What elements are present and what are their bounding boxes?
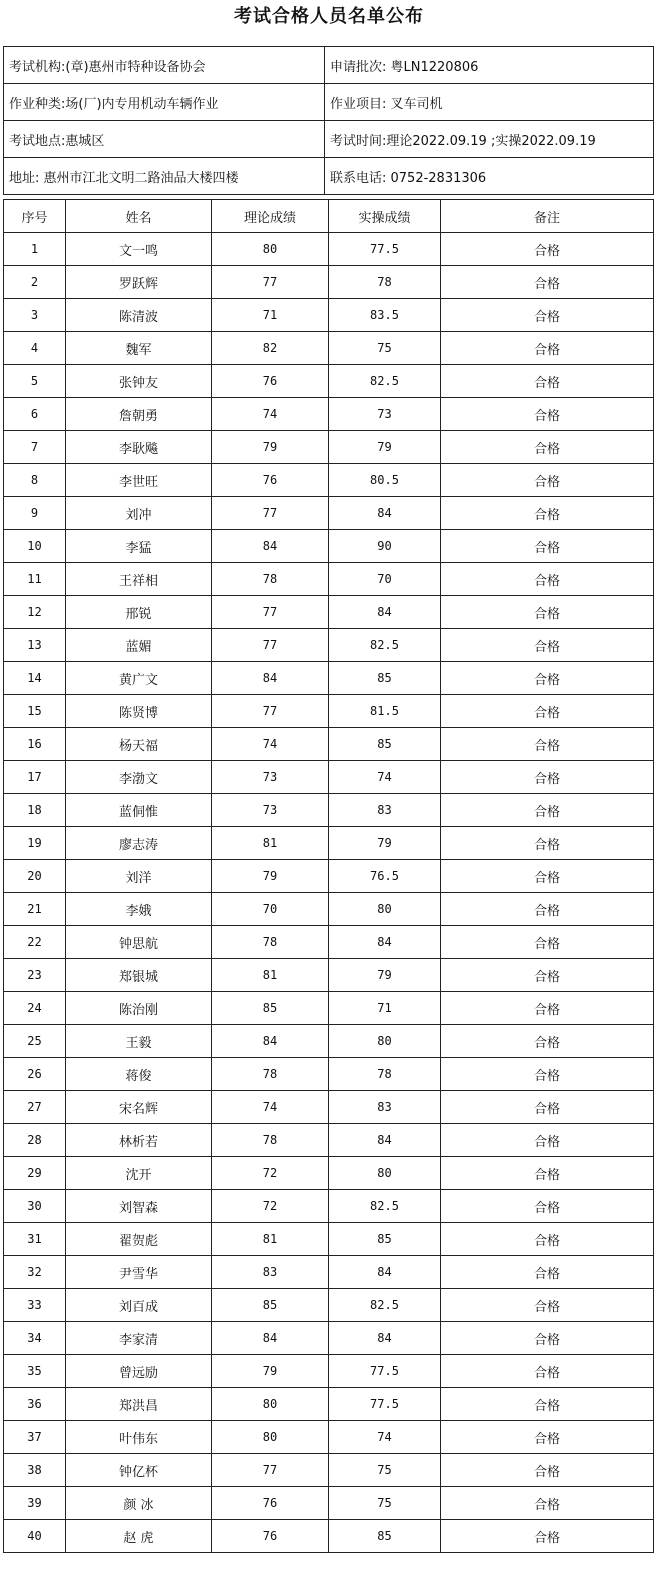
candidate-name: 王祥相 [66,563,212,596]
row-index: 22 [4,926,66,959]
candidate-name: 罗跃辉 [66,266,212,299]
table-row [4,464,654,497]
remark: 合格 [441,464,654,497]
theory-score: 78 [212,1124,329,1157]
row-index: 18 [4,794,66,827]
table-row [4,1157,654,1190]
practical-score: 83 [329,1091,441,1124]
candidate-name: 钟思航 [66,926,212,959]
table-row [4,596,654,629]
row-index: 14 [4,662,66,695]
table-row [4,1421,654,1454]
remark: 合格 [441,398,654,431]
theory-score: 74 [212,398,329,431]
candidate-name: 林析若 [66,1124,212,1157]
practical-score: 77.5 [329,1355,441,1388]
candidate-name: 蓝侗惟 [66,794,212,827]
practical-score: 82.5 [329,365,441,398]
theory-score: 72 [212,1190,329,1223]
remark: 合格 [441,530,654,563]
practical-score: 84 [329,1256,441,1289]
remark: 合格 [441,695,654,728]
table-row [4,959,654,992]
page-title: 考试合格人员名单公布 [234,6,424,27]
table-row [4,332,654,365]
table-row [4,266,654,299]
row-index: 5 [4,365,66,398]
table-row [4,629,654,662]
theory-score: 82 [212,332,329,365]
theory-score: 76 [212,1487,329,1520]
practical-score: 85 [329,1520,441,1553]
candidate-name: 李猛 [66,530,212,563]
col-header-index: 序号 [4,200,66,233]
theory-score: 80 [212,1421,329,1454]
work-item: 作业项目: 叉车司机 [325,84,654,121]
table-row [4,1289,654,1322]
remark: 合格 [441,1355,654,1388]
remark: 合格 [441,233,654,266]
row-index: 40 [4,1520,66,1553]
row-index: 24 [4,992,66,1025]
row-index: 2 [4,266,66,299]
candidate-name: 刘智森 [66,1190,212,1223]
candidate-name: 沈开 [66,1157,212,1190]
remark: 合格 [441,959,654,992]
practical-score: 90 [329,530,441,563]
address: 地址: 惠州市江北文明二路油品大楼四楼 [4,158,325,195]
row-index: 16 [4,728,66,761]
practical-score: 79 [329,959,441,992]
theory-score: 71 [212,299,329,332]
row-index: 32 [4,1256,66,1289]
row-index: 15 [4,695,66,728]
theory-score: 85 [212,992,329,1025]
candidate-name: 李世旺 [66,464,212,497]
theory-score: 84 [212,1322,329,1355]
table-row [4,365,654,398]
theory-score: 77 [212,497,329,530]
remark: 合格 [441,1520,654,1553]
theory-score: 78 [212,1058,329,1091]
row-index: 4 [4,332,66,365]
candidate-name: 颜 冰 [66,1487,212,1520]
remark: 合格 [441,926,654,959]
remark: 合格 [441,1322,654,1355]
col-header-name: 姓名 [66,200,212,233]
remark: 合格 [441,563,654,596]
table-row [4,893,654,926]
candidate-name: 詹朝勇 [66,398,212,431]
practical-score: 79 [329,827,441,860]
candidate-name: 刘洋 [66,860,212,893]
practical-score: 85 [329,662,441,695]
exam-info-table [3,46,654,195]
row-index: 38 [4,1454,66,1487]
row-index: 1 [4,233,66,266]
remark: 合格 [441,1256,654,1289]
candidate-name: 翟贺彪 [66,1223,212,1256]
col-header-remark: 备注 [441,200,654,233]
candidate-name: 蒋俊 [66,1058,212,1091]
theory-score: 81 [212,959,329,992]
table-row [4,1520,654,1553]
table-row [4,1322,654,1355]
practical-score: 75 [329,1454,441,1487]
row-index: 23 [4,959,66,992]
practical-score: 71 [329,992,441,1025]
remark: 合格 [441,893,654,926]
remark: 合格 [441,1454,654,1487]
theory-score: 79 [212,1355,329,1388]
row-index: 7 [4,431,66,464]
row-index: 28 [4,1124,66,1157]
remark: 合格 [441,761,654,794]
theory-score: 79 [212,431,329,464]
practical-score: 83.5 [329,299,441,332]
candidate-name: 叶伟东 [66,1421,212,1454]
table-row [4,1124,654,1157]
row-index: 29 [4,1157,66,1190]
remark: 合格 [441,365,654,398]
practical-score: 75 [329,332,441,365]
table-row [4,992,654,1025]
remark: 合格 [441,1091,654,1124]
work-category: 作业种类:场(厂)内专用机动车辆作业 [4,84,325,121]
row-index: 37 [4,1421,66,1454]
remark: 合格 [441,728,654,761]
remark: 合格 [441,827,654,860]
theory-score: 85 [212,1289,329,1322]
results-table [3,199,654,1553]
row-index: 39 [4,1487,66,1520]
info-row [4,158,654,195]
candidate-name: 杨天福 [66,728,212,761]
row-index: 30 [4,1190,66,1223]
theory-score: 76 [212,365,329,398]
table-row [4,233,654,266]
candidate-name: 刘百成 [66,1289,212,1322]
practical-score: 80 [329,1157,441,1190]
row-index: 25 [4,1025,66,1058]
practical-score: 84 [329,1322,441,1355]
candidate-name: 刘冲 [66,497,212,530]
row-index: 13 [4,629,66,662]
theory-score: 80 [212,1388,329,1421]
remark: 合格 [441,431,654,464]
practical-score: 82.5 [329,1190,441,1223]
row-index: 26 [4,1058,66,1091]
col-header-practical: 实操成绩 [329,200,441,233]
candidate-name: 陈治刚 [66,992,212,1025]
candidate-name: 文一鸣 [66,233,212,266]
table-row [4,728,654,761]
theory-score: 84 [212,1025,329,1058]
candidate-name: 邢锐 [66,596,212,629]
practical-score: 77.5 [329,1388,441,1421]
table-row [4,1058,654,1091]
practical-score: 85 [329,1223,441,1256]
candidate-name: 李耿飚 [66,431,212,464]
practical-score: 84 [329,497,441,530]
practical-score: 84 [329,596,441,629]
table-row [4,1256,654,1289]
row-index: 27 [4,1091,66,1124]
remark: 合格 [441,1487,654,1520]
practical-score: 84 [329,926,441,959]
practical-score: 78 [329,266,441,299]
candidate-name: 郑银城 [66,959,212,992]
practical-score: 79 [329,431,441,464]
practical-score: 85 [329,728,441,761]
theory-score: 74 [212,1091,329,1124]
remark: 合格 [441,1388,654,1421]
remark: 合格 [441,299,654,332]
candidate-name: 黄广文 [66,662,212,695]
theory-score: 76 [212,464,329,497]
candidate-name: 魏军 [66,332,212,365]
table-row [4,860,654,893]
remark: 合格 [441,1421,654,1454]
table-row [4,431,654,464]
table-row [4,1223,654,1256]
candidate-name: 王毅 [66,1025,212,1058]
table-row [4,695,654,728]
theory-score: 72 [212,1157,329,1190]
theory-score: 77 [212,1454,329,1487]
remark: 合格 [441,596,654,629]
remark: 合格 [441,1289,654,1322]
theory-score: 79 [212,860,329,893]
header-row [4,200,654,233]
theory-score: 84 [212,662,329,695]
remark: 合格 [441,794,654,827]
row-index: 36 [4,1388,66,1421]
row-index: 35 [4,1355,66,1388]
remark: 合格 [441,1157,654,1190]
candidate-name: 张钟友 [66,365,212,398]
remark: 合格 [441,266,654,299]
practical-score: 80 [329,893,441,926]
theory-score: 77 [212,596,329,629]
row-index: 12 [4,596,66,629]
theory-score: 76 [212,1520,329,1553]
remark: 合格 [441,1058,654,1091]
practical-score: 78 [329,1058,441,1091]
remark: 合格 [441,1190,654,1223]
candidate-name: 李家清 [66,1322,212,1355]
theory-score: 80 [212,233,329,266]
row-index: 33 [4,1289,66,1322]
row-index: 17 [4,761,66,794]
theory-score: 77 [212,266,329,299]
table-row [4,563,654,596]
candidate-name: 廖志涛 [66,827,212,860]
practical-score: 75 [329,1487,441,1520]
candidate-name: 李渤文 [66,761,212,794]
theory-score: 77 [212,629,329,662]
candidate-name: 宋名辉 [66,1091,212,1124]
table-row [4,1454,654,1487]
theory-score: 74 [212,728,329,761]
table-row [4,1025,654,1058]
candidate-name: 曾远励 [66,1355,212,1388]
practical-score: 80.5 [329,464,441,497]
remark: 合格 [441,1025,654,1058]
practical-score: 77.5 [329,233,441,266]
theory-score: 77 [212,695,329,728]
remark: 合格 [441,629,654,662]
row-index: 11 [4,563,66,596]
practical-score: 74 [329,761,441,794]
exam-org: 考试机构:(章)惠州市特种设备协会 [4,47,325,84]
table-row [4,827,654,860]
theory-score: 70 [212,893,329,926]
exam-location: 考试地点:惠城区 [4,121,325,158]
remark: 合格 [441,497,654,530]
practical-score: 83 [329,794,441,827]
practical-score: 70 [329,563,441,596]
row-index: 10 [4,530,66,563]
practical-score: 82.5 [329,1289,441,1322]
theory-score: 84 [212,530,329,563]
table-row [4,497,654,530]
table-row [4,1388,654,1421]
contact-phone: 联系电话: 0752-2831306 [325,158,654,195]
row-index: 31 [4,1223,66,1256]
row-index: 9 [4,497,66,530]
theory-score: 81 [212,827,329,860]
remark: 合格 [441,1124,654,1157]
col-header-theory: 理论成绩 [212,200,329,233]
candidate-name: 尹雪华 [66,1256,212,1289]
table-row [4,1190,654,1223]
table-row [4,1487,654,1520]
remark: 合格 [441,992,654,1025]
candidate-name: 郑洪昌 [66,1388,212,1421]
exam-time: 考试时间:理论2022.09.19 ;实操2022.09.19 [325,121,654,158]
row-index: 34 [4,1322,66,1355]
practical-score: 80 [329,1025,441,1058]
remark: 合格 [441,1223,654,1256]
candidate-name: 李娥 [66,893,212,926]
row-index: 6 [4,398,66,431]
table-row [4,761,654,794]
remark: 合格 [441,332,654,365]
theory-score: 81 [212,1223,329,1256]
info-row [4,84,654,121]
row-index: 8 [4,464,66,497]
application-batch: 申请批次: 粤LN1220806 [325,47,654,84]
candidate-name: 陈贤博 [66,695,212,728]
candidate-name: 陈清波 [66,299,212,332]
remark: 合格 [441,662,654,695]
candidate-name: 钟亿杯 [66,1454,212,1487]
table-row [4,530,654,563]
candidate-name: 蓝媚 [66,629,212,662]
table-row [4,662,654,695]
row-index: 19 [4,827,66,860]
practical-score: 74 [329,1421,441,1454]
info-row [4,121,654,158]
table-row [4,398,654,431]
practical-score: 76.5 [329,860,441,893]
table-row [4,1091,654,1124]
theory-score: 78 [212,563,329,596]
practical-score: 81.5 [329,695,441,728]
info-row [4,47,654,84]
theory-score: 78 [212,926,329,959]
table-row [4,794,654,827]
table-row [4,926,654,959]
theory-score: 73 [212,761,329,794]
row-index: 3 [4,299,66,332]
theory-score: 83 [212,1256,329,1289]
row-index: 20 [4,860,66,893]
practical-score: 82.5 [329,629,441,662]
table-row [4,1355,654,1388]
table-row [4,299,654,332]
practical-score: 84 [329,1124,441,1157]
practical-score: 73 [329,398,441,431]
candidate-name: 赵 虎 [66,1520,212,1553]
remark: 合格 [441,860,654,893]
row-index: 21 [4,893,66,926]
theory-score: 73 [212,794,329,827]
